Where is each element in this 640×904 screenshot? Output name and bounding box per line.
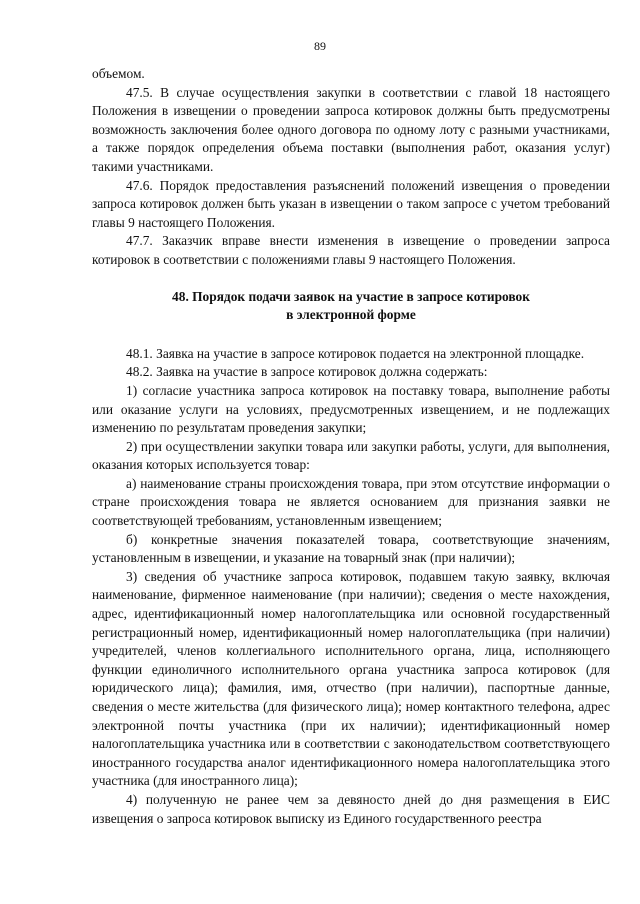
list-item-4: 4) полученную не ранее чем за девяносто дней до дня размещения в ЕИС извещения о запроса котировок выписку из Единого государственного реестра <box>92 791 610 826</box>
list-item-2-b: б) конкретные значения показателей товара, соответствующие значениям, установленным в извещении, и указание на товарный знак (при наличии); <box>92 531 610 566</box>
paragraph-48-2: 48.2. Заявка на участие в запросе котировок должна содержать: <box>126 364 488 380</box>
paragraph-48-1: 48.1. Заявка на участие в запросе котировок подается на электронной площадке. <box>126 345 585 361</box>
list-item-2: 2) при осуществлении закупки товара или закупки работы, услуги, для выполнения, оказания которых используется товар: <box>92 438 610 473</box>
paragraph: объемом. <box>92 66 145 81</box>
list-item-3: 3) сведения об участнике запроса котировок, подавшем такую заявку, включая наименование, фирменное наименование (при наличии); сведения о месте нахождения, адрес, идентификационный номер налогоплательщика или основной государственный регистрационный номер, идентификационный номер налогоплательщика (при наличии) учредителей, членов коллегиального исполнительного органа, лица, исполняющего функции единоличного исполнительного органа участника запроса котировок (для юридического лица); фамилия, имя, отчество (при наличии), паспортные данные, сведения о месте жительства (для физического лица); номер контактного телефона, адрес электронной почты участника (при их наличии); идентификационный номер налогоплательщика участника или в соответствии с законодательством соответствующего иностранного государства аналог идентификационного номера налогоплательщика этого участника (для иностранного лица); <box>92 568 610 789</box>
list-item-2-a: а) наименование страны происхождения товара, при этом отсутствие информации о стране происхождения товара не является основанием для признания заявки не соответствующей требованиям, установленным извещением; <box>92 475 610 529</box>
list-item-1: 1) согласие участника запроса котировок на поставку товара, выполнение работы или оказание услуги на условиях, предусмотренных извещением, и не подлежащих изменению по результатам проведения закупки; <box>92 382 610 436</box>
section-heading-line-1: 48. Порядок подачи заявок на участие в запросе котировок <box>172 288 530 304</box>
paragraph-47-7: 47.7. Заказчик вправе внести изменения в извещение о проведении запроса котировок в соответствии с положениями главы 9 настоящего Положения. <box>92 233 610 267</box>
page-number: 89 <box>314 39 326 53</box>
section-heading-line-2: в электронной форме <box>286 307 416 323</box>
page-content <box>92 65 610 828</box>
section-heading <box>92 288 610 325</box>
paragraph-47-6: 47.6. Порядок предоставления разъяснений положений извещения о проведении запроса котировок должен быть указан в извещении о таком запросе с учетом требований главы 9 настоящего Положения. <box>92 177 610 230</box>
paragraph-47-5: 47.5. В случае осуществления закупки в соответствии с главой 18 настоящего Положения в извещении о проведении запроса котировок должны быть предусмотрены возможность заключения более одного договора по одному лоту с разными участниками, а также порядок определения объема поставки (выполнения работ, оказания услуг) такими участниками. <box>92 84 610 174</box>
